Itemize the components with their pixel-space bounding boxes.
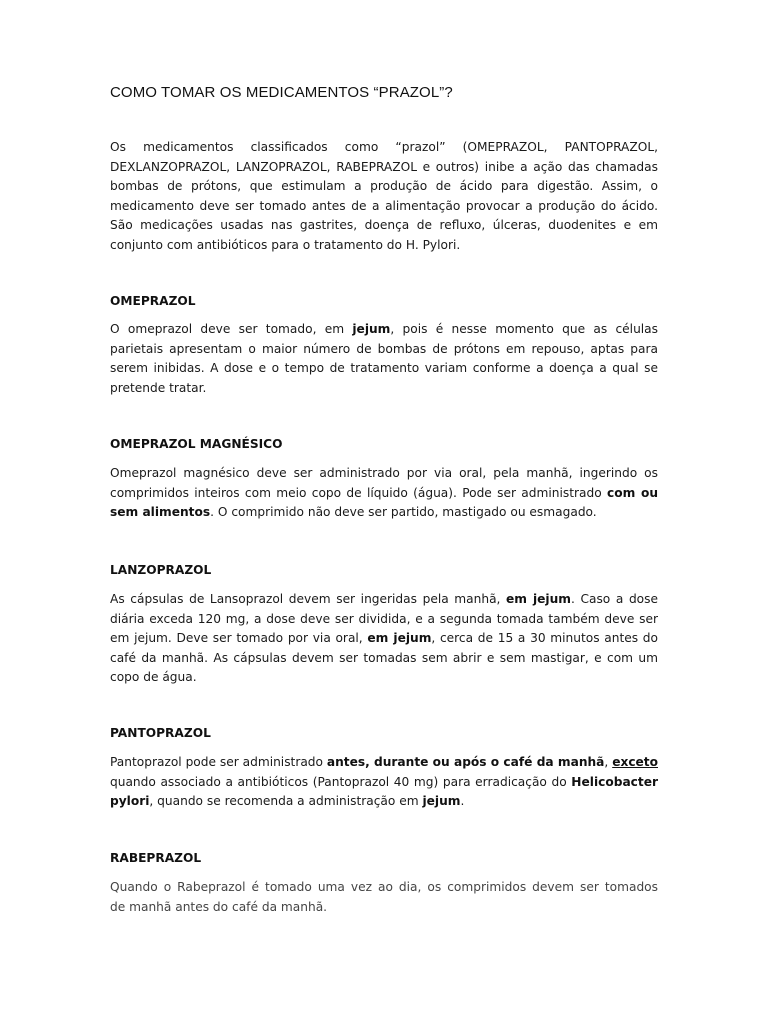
section-heading-lanzoprazol: LANZOPRAZOL xyxy=(110,563,212,577)
paragraph-line: Quando o Rabeprazol é tomado uma vez ao dia, os comprimidos devem ser tomados xyxy=(110,880,658,894)
intro-line: São medicações usadas nas gastrites, doença de refluxo, úlceras, duodenites e em xyxy=(110,218,658,233)
text-run: As cápsulas de Lansoprazol devem ser ingeridas pela manhã, xyxy=(110,592,507,606)
pantoprazol-paragraph xyxy=(110,753,658,812)
omeprazol-paragraph xyxy=(110,320,658,398)
text-run: Pantoprazol pode ser administrado xyxy=(110,755,327,769)
document-title: COMO TOMAR OS MEDICAMENTOS “PRAZOL”? xyxy=(110,84,453,101)
bold-text: em jejum xyxy=(506,592,571,606)
paragraph-line: copo de água. xyxy=(110,670,197,685)
bold-text: antes, durante ou após o café da manhã xyxy=(326,755,605,769)
lanzoprazol-paragraph xyxy=(110,590,658,688)
text-run: . xyxy=(460,794,465,809)
paragraph-line: pretende tratar. xyxy=(110,380,207,395)
rabeprazol-paragraph xyxy=(110,878,658,917)
paragraph-line: serem inibidas. A dose e o tempo de tratamento variam conforme a doença a qual se xyxy=(110,361,658,376)
bold-text: com ou xyxy=(606,485,658,500)
text-run: , xyxy=(604,755,613,769)
section-heading-omeprazol: OMEPRAZOL xyxy=(110,294,196,308)
bold-text xyxy=(612,755,658,769)
text-run: O omeprazol deve ser tomado, em xyxy=(110,322,353,336)
text-run: em jejum. Deve ser tomado por via oral, xyxy=(110,631,368,646)
paragraph-line: parietais apresentam o maior número de bombas de prótons em repouso, aptas para xyxy=(110,341,658,356)
paragraph-line: diária exceda 120 mg, a dose deve ser dividida, e a segunda tomada também deve ser xyxy=(110,611,658,626)
paragraph-line xyxy=(110,590,658,610)
section-heading-pantoprazol: PANTOPRAZOL xyxy=(110,726,211,740)
paragraph-line xyxy=(110,320,658,340)
text-run: quando associado a antibióticos (Pantoprazol 40 mg) para erradicação do xyxy=(110,774,572,789)
paragraph-line: de manhã antes do café da manhã. xyxy=(110,899,328,914)
bold-text: jejum xyxy=(422,794,461,809)
paragraph-line: Omeprazol magnésico deve ser administrado por via oral, pela manhã, ingerindo os xyxy=(110,466,658,480)
intro-line: DEXLANZOPRAZOL, LANZOPRAZOL, RABEPRAZOL e outros) inibe a ação das chamadas xyxy=(110,159,658,174)
paragraph-line xyxy=(110,753,658,773)
bold-text: Helicobacter xyxy=(571,774,658,789)
paragraph-line xyxy=(110,629,658,649)
bold-text: jejum xyxy=(352,322,391,336)
bold-text: sem alimentos xyxy=(110,505,211,520)
bold-text: pylori xyxy=(110,794,150,809)
paragraph-line xyxy=(110,484,658,504)
section-heading-omeprazol-magnesico: OMEPRAZOL MAGNÉSICO xyxy=(110,437,283,451)
paragraph-line xyxy=(110,792,658,812)
text-run: . O comprimido não deve ser partido, mastigado ou esmagado. xyxy=(210,505,597,520)
paragraph-line xyxy=(110,773,658,793)
text-run: , cerca de 15 a 30 minutos antes do xyxy=(431,631,658,646)
bold-text: em jejum xyxy=(367,631,432,646)
intro-paragraph xyxy=(110,138,658,256)
intro-line: bombas de prótons, que estimulam a produção de ácido para digestão. Assim, o xyxy=(110,179,658,194)
omeprazol-magnesico-paragraph xyxy=(110,464,658,523)
text-run: , quando se recomenda a administração em xyxy=(149,794,423,809)
section-heading-rabeprazol: RABEPRAZOL xyxy=(110,851,202,865)
text-run: comprimidos inteiros com meio copo de líquido (água). Pode ser administrado xyxy=(110,485,607,500)
intro-line: Os medicamentos classificados como “prazol” (OMEPRAZOL, PANTOPRAZOL, xyxy=(110,140,658,154)
underlined-text: exceto xyxy=(612,755,658,769)
text-run: . Caso a dose xyxy=(570,592,658,606)
text-run: , pois é nesse momento que as células xyxy=(390,322,658,336)
paragraph-line: café da manhã. As cápsulas devem ser tomadas sem abrir e sem mastigar, e com um xyxy=(110,650,658,665)
intro-line: conjunto com antibióticos para o tratamento do H. Pylori. xyxy=(110,237,461,252)
intro-line: medicamento deve ser tomado antes de a alimentação provocar a produção do ácido. xyxy=(110,198,658,213)
paragraph-line xyxy=(110,503,658,523)
